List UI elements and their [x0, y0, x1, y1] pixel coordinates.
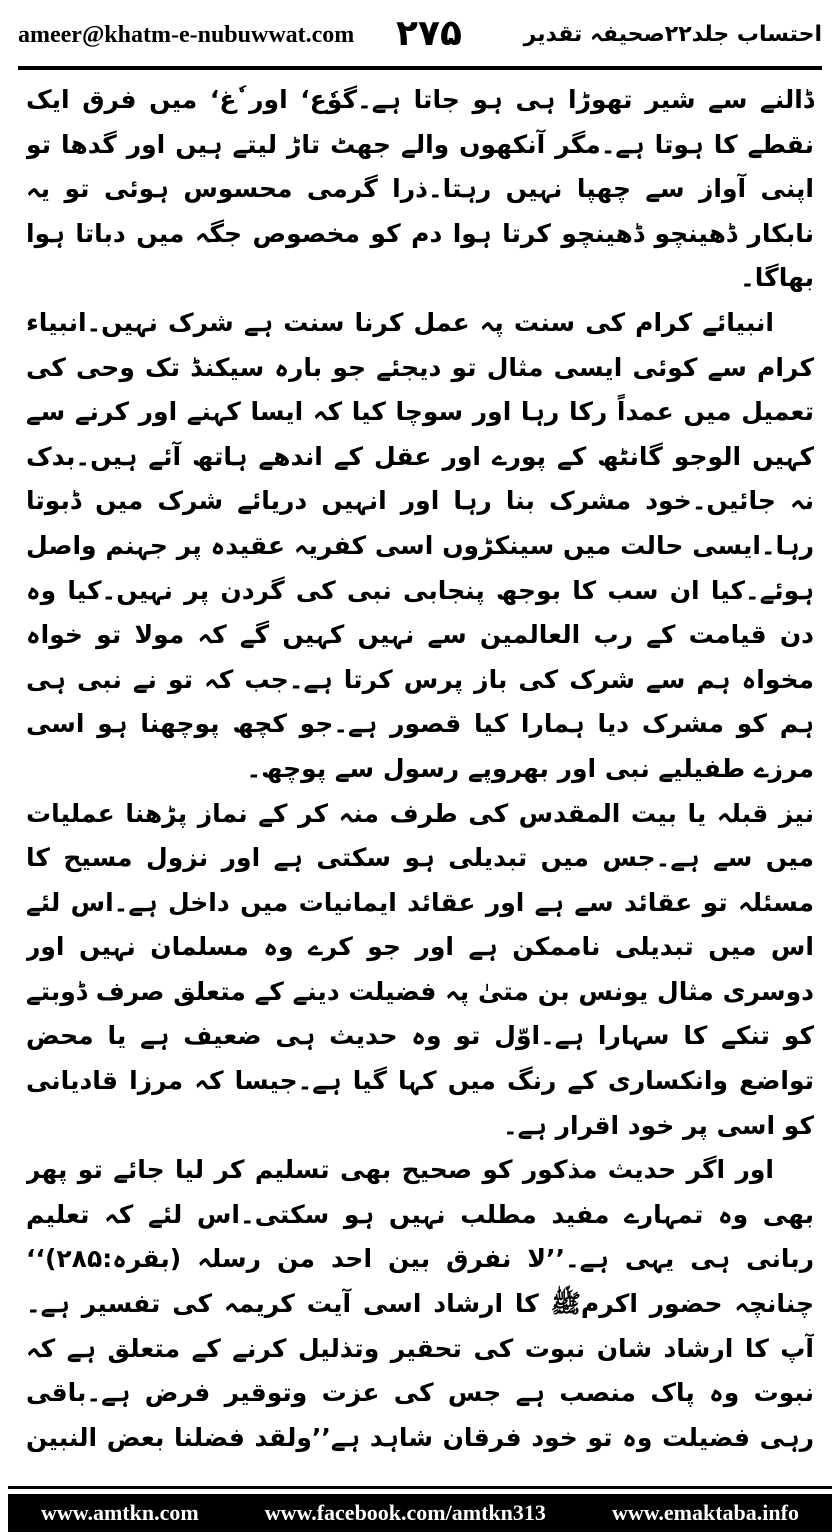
paragraph-4: اور اگر حدیث مذکور کو صحیح بھی تسلیم کر لیا جائے تو پھر بھی وہ تمہارے مفید مطلب نہیں ہو سکتی۔اس لئے کہ تعلیم ربانی ہی یہی ہے۔’’لا نفرق بین احد من رسلہ (بقرہ:۲۸۵)‘‘ چنانچہ حضور اکرمﷺ کا ارشاد اسی آیت کریمہ کی تفسیر ہے۔آپ کا ارشاد شان نبوت کی تحقیر وتذلیل کرنے کے متعلق ہے کہ نبوت وہ پاک منصب ہے جس کی عزت وتوقیر فرض ہے۔باقی رہی فضیلت وہ تو خود فرقان شاہد ہے’’ولقد فضلنا بعض النبین — [26, 1155, 814, 1452]
header-email: ameer@khatm-e-nubuwwat.com — [18, 22, 355, 48]
paragraph-3: نیز قبلہ یا بیت المقدس کی طرف منہ کر کے نماز پڑھنا عملیات میں سے ہے۔جس میں تبدیلی ہو سکتی ہے اور نزول مسیح کا مسئلہ تو عقائد سے ہے اور عقائد ایمانیات میں داخل ہے۔اس لئے اس میں تبدیلی ناممکن ہے اور جو کرے وہ مسلمان نہیں اور دوسری مثال یونس بن متیٰ پہ فضیلت دینے کے متعلق صرف ڈوبتے کو تنکے کا سہارا ہے۔اوّل تو وہ حدیث ہی ضعیف ہے یا محض تواضع وانکساری کے رنگ میں کہا گیا ہے۔جیسا کہ مرزا قادیانی کو اسی پر خود اقرار ہے۔ — [26, 798, 814, 1140]
footer-link-emaktaba[interactable]: www.emaktaba.info — [611, 1500, 799, 1525]
paragraph-2: انبیائے کرام کی سنت پہ عمل کرنا سنت ہے شرک نہیں۔انبیاء کرام سے کوئی ایسی مثال تو دیجئے جو بارہ سیکنڈ تک وحی کی تعمیل میں عمداً رکا رہا اور سوچا کیا کہ ایسا کہنے اور کرنے سے کہیں الوجو گانٹھ کے پورے اور عقل کے اندھے ہاتھ آئے ہیں۔بدک نہ جائیں۔خود مشرک بنا رہا اور انہیں دریائے شرک میں ڈبوتا رہا۔ایسی حالت میں سینکڑوں اسی کفریہ عقیدہ پر جہنم واصل ہوئے۔کیا ان سب کا بوجھ پنجابی نبی کی گردن پر نہیں۔کیا وہ دن قیامت کے رب العالمین سے نہیں کہیں گے کہ مولا تو خواہ مخواہ ہم سے شرک کی باز پرس کرتا ہے۔جب کہ تو نے نبی ہی ہم کو مشرک دیا ہمارا کیا قصور ہے۔جو کچھ پوچھنا ہو اسی مرزے طفیلیے نبی اور بھروپے رسول سے پوچھ۔ — [26, 307, 814, 783]
header-rule — [18, 66, 822, 70]
paragraph-1: ڈالنے سے شیر تھوڑا ہی ہو جاتا ہے۔گوٗع‘ اور ٗغ‘ میں فرق ایک نقطے کا ہوتا ہے۔مگر آنکھوں والے جھٹ تاڑ لیتے ہیں اور گدھا تو اپنی آواز سے چھپا نہیں رہتا۔ذرا گرمی محسوس ہوئی تو یہ نابکار ڈھینچو ڈھینچو کرتا ہوا دم کو مخصوص جگہ میں دباتا ہوا بھاگا۔ — [26, 85, 814, 293]
footer-link-facebook[interactable]: www.facebook.com/amtkn313 — [264, 1500, 546, 1525]
footer-link-amtkn[interactable]: www.amtkn.com — [41, 1500, 199, 1525]
page-body — [26, 78, 814, 1468]
footer-rule — [8, 1486, 832, 1489]
header-title: احتساب جلد۲۲صحیفہ تقدیر — [523, 22, 822, 47]
page-footer — [8, 1494, 832, 1532]
page-number: ۲۷۵ — [396, 13, 462, 54]
page-header — [18, 14, 822, 62]
